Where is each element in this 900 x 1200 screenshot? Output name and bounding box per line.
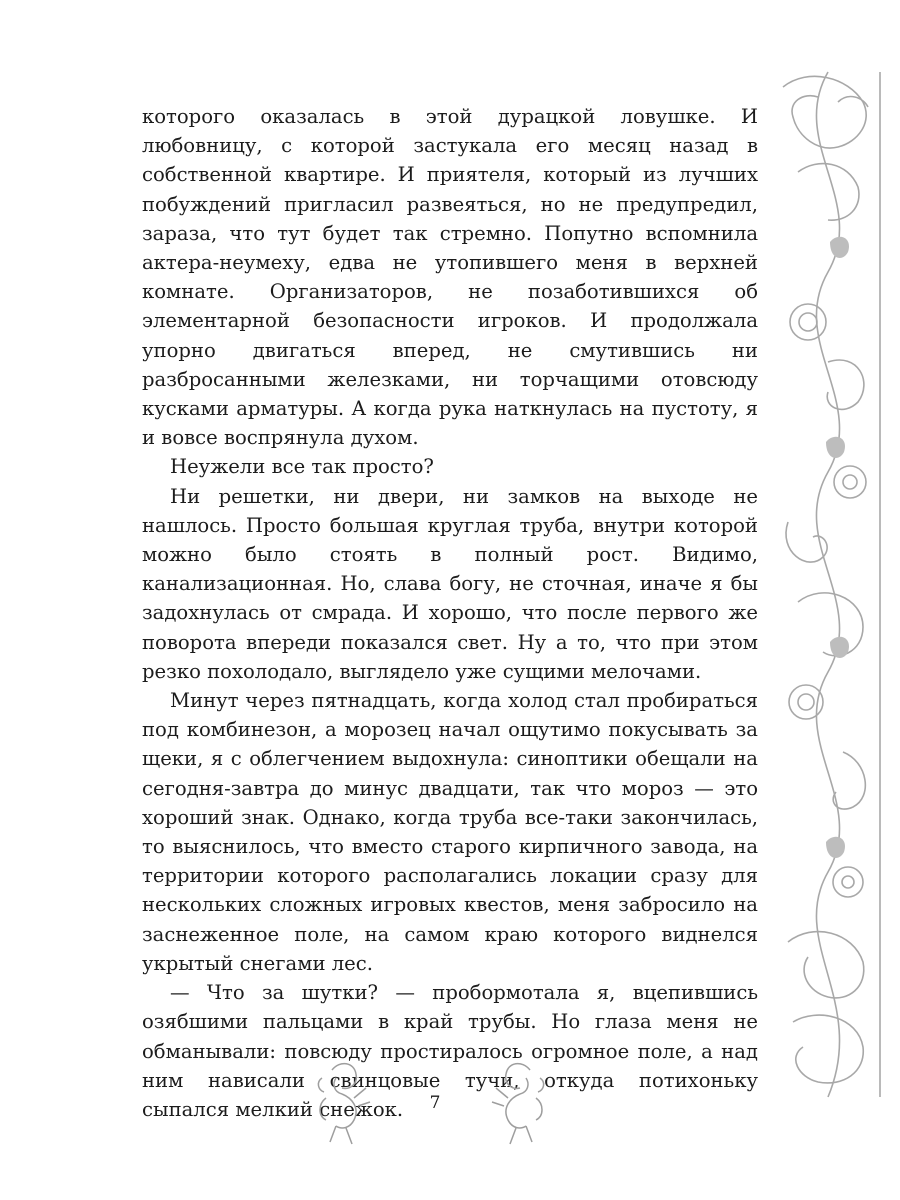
heraldic-lion-icon [312,1058,374,1148]
paragraph: Неужели все так просто? [170,455,434,479]
paragraph: Ни решетки, ни двери, ни замков на выходе не нашлось. Просто большая круглая труба, внутри которой можно было стоять в полный рост. Видимо, канализационная. Но, слава богу, не сточная, иначе я бы задохнулась от смрада. И хорошо, что после первого же поворота впереди показался свет. Ну а то, что при этом резко похолодало, выглядело уже сущими мелочами. [142,484,758,683]
paragraph: которого оказалась в этой дурацкой ловушке. И любовницу, с которой застукала его месяц назад в собственной квартире. И приятеля, который из лучших побуждений пригласил развеяться, но не предупредил, зараза, что тут будет так стремно. Попутно вспомнила актера-неумеху, едва не утопившего меня в верхней комнате. Организаторов, не позаботившихся об элементарной безопасности игроков. И продолжала упорно двигаться вперед, не смутившись ни разбросанными железками, ни торчащими отовсюду кусками арматуры. А когда рука наткнулась на пустоту, я и вовсе воспрянула духом. [142,105,758,450]
heraldic-lion-icon [488,1058,550,1148]
floral-border-ornament-icon [768,62,888,1107]
paragraph: — Что за шутки? — пробормотала я, вцепившись озябшими пальцами в край трубы. Но глаза меня не обманывали: повсюду простиралось огромное поле, а над ним нависали свинцовые тучи, откуда потихоньку сыпался мелкий снежок. [142,981,758,1121]
paragraph: Минут через пятнадцать, когда холод стал пробираться под комбинезон, а морозец начал ощутимо покусывать за щеки, я с облегчением выдохнула: синоптики обещали на сегодня-завтра до минус двадцати, так что мороз — это хороший знак. Однако, когда труба все-таки закончилась, то выяснилось, что вместо старого кирпичного завода, на территории которого располагались локации сразу для нескольких сложных игровых квестов, меня забросило на заснеженное поле, на самом краю которого виднелся укрытый снегами лес. [142,689,758,975]
page-number: 7 [429,1093,441,1113]
body-text [142,102,758,1124]
